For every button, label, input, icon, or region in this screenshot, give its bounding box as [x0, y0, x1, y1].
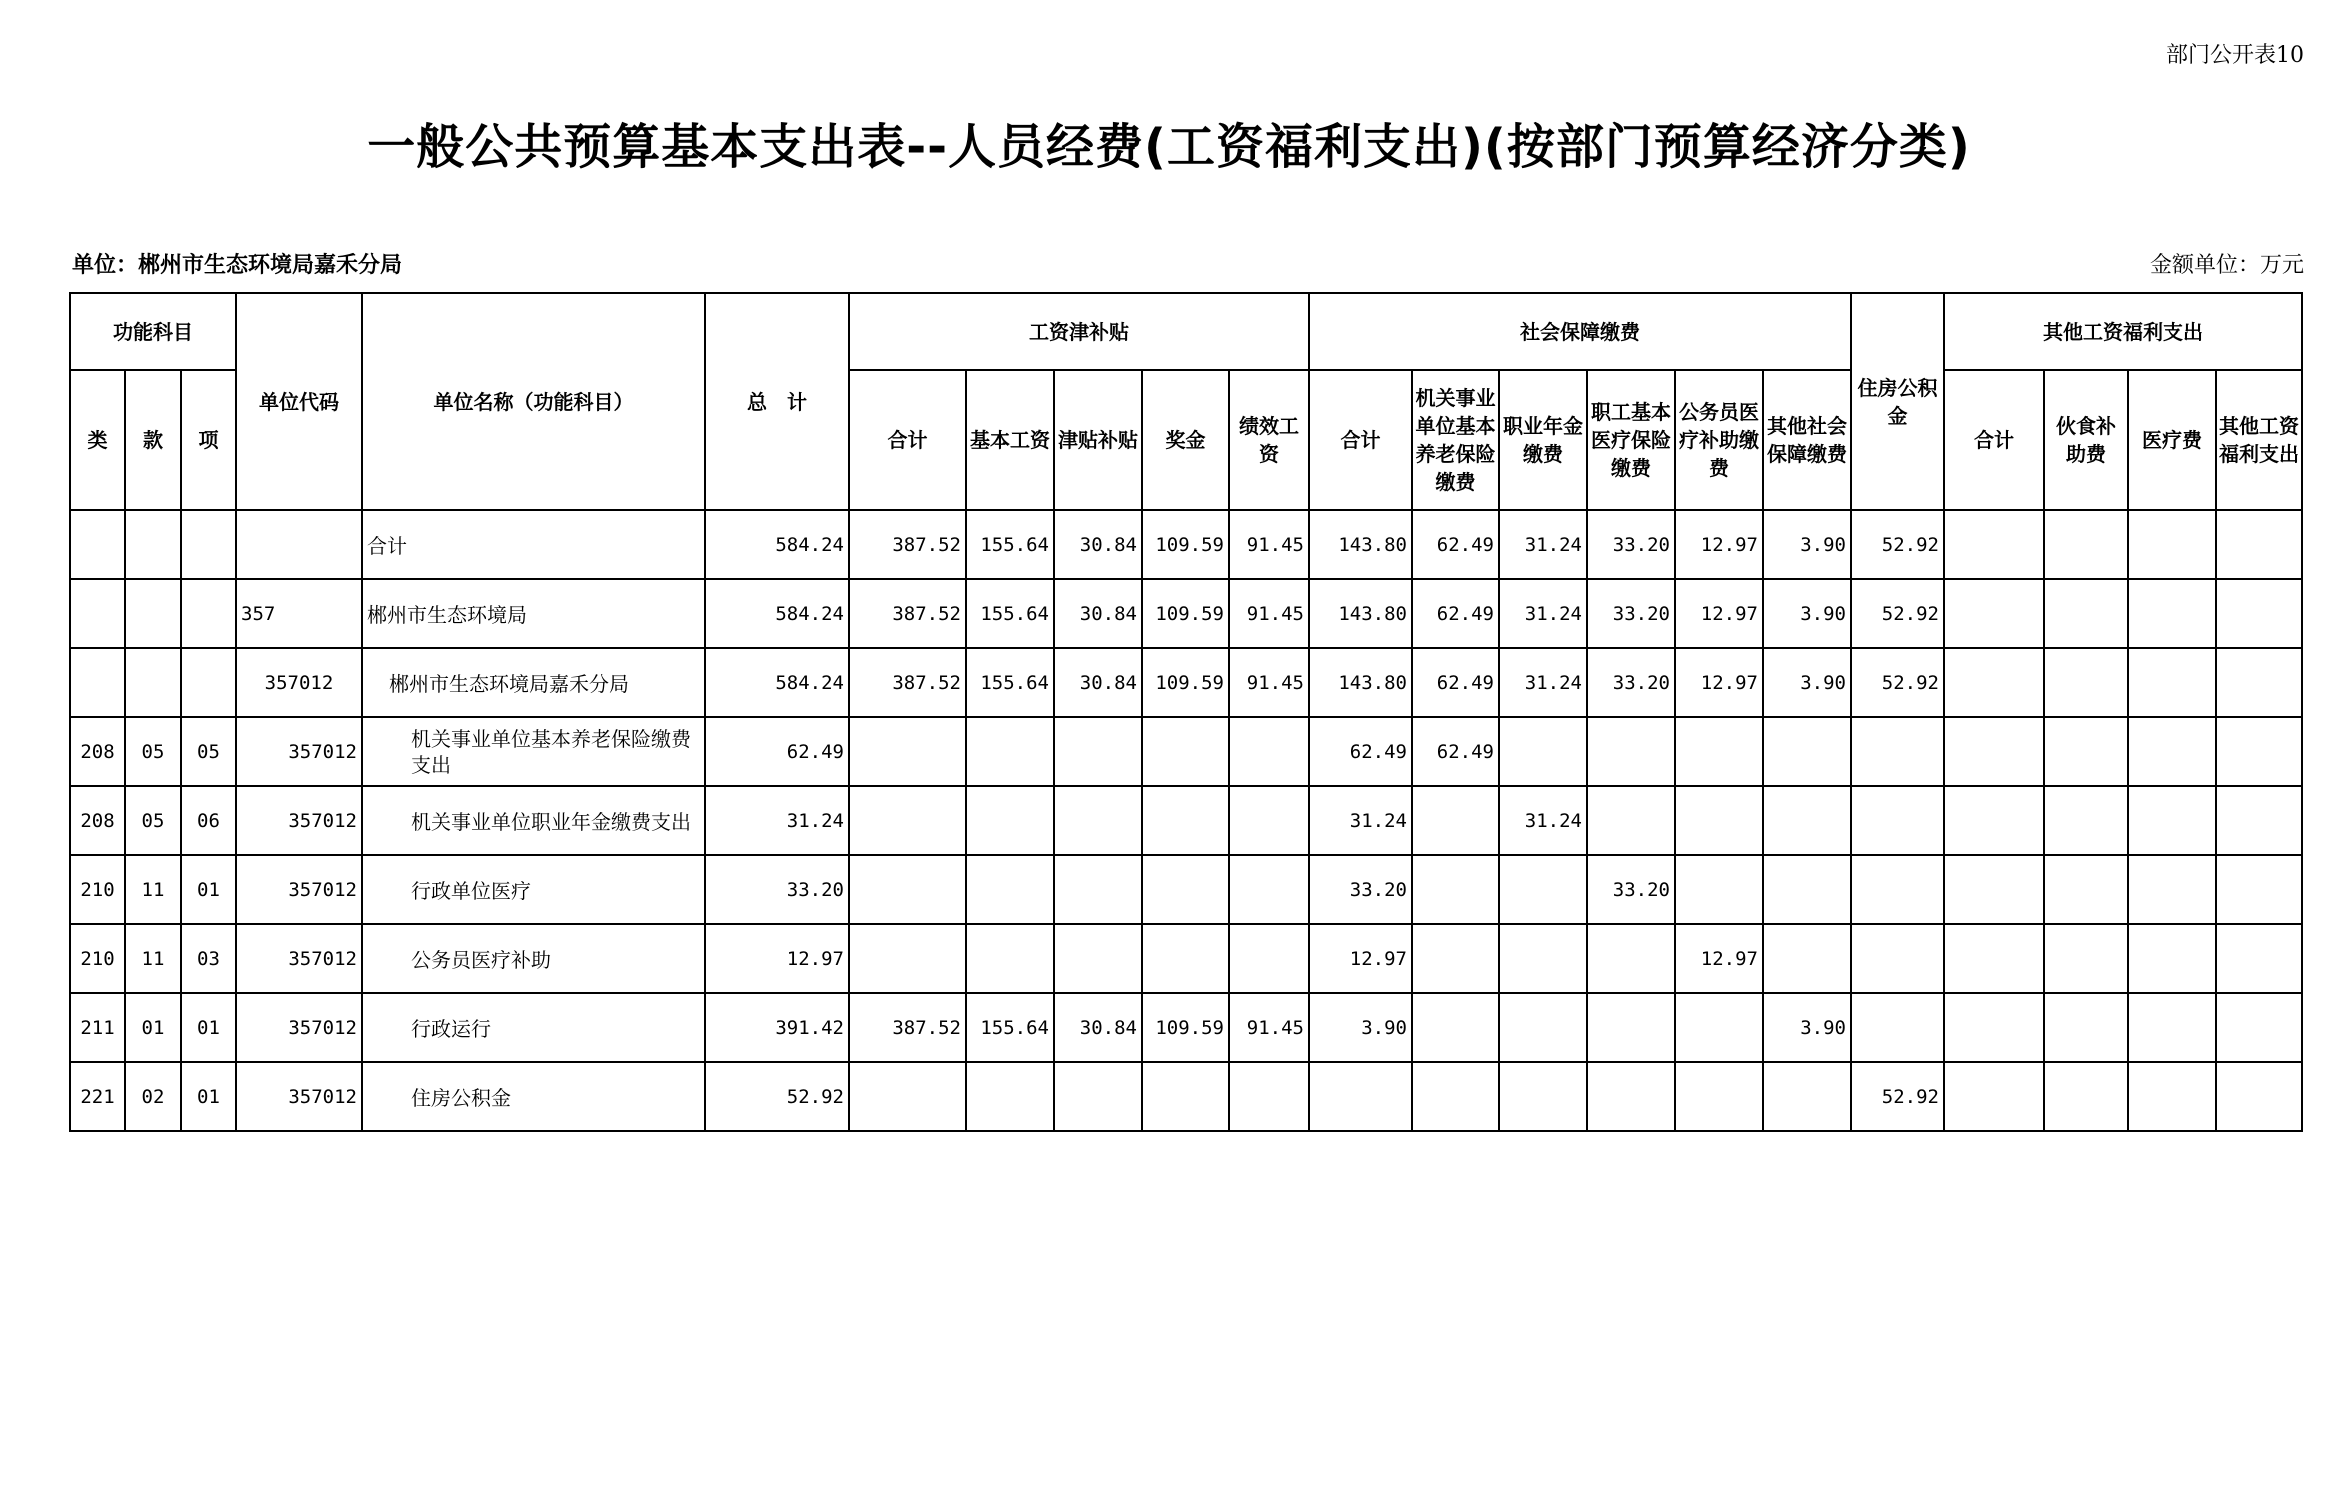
table-number-label: 部门公开表10 — [2166, 43, 2304, 68]
cell-civil-medical: 12.97 — [1675, 579, 1763, 648]
cell-housing-fund — [1851, 786, 1944, 855]
cell-performance: 91.45 — [1229, 993, 1309, 1062]
cell-other-welfare — [2216, 786, 2302, 855]
cell-allowance — [1054, 1062, 1142, 1131]
header-allowance: 津贴补贴 — [1054, 370, 1142, 510]
cell-housing-fund: 52.92 — [1851, 648, 1944, 717]
cell-meal — [2044, 855, 2128, 924]
cell-basic-wage: 155.64 — [966, 648, 1054, 717]
cell-wage-sum — [849, 786, 966, 855]
cell-meal — [2044, 717, 2128, 786]
cell-bonus: 109.59 — [1142, 579, 1229, 648]
cell-unit-name: 行政单位医疗 — [362, 855, 705, 924]
cell-meal — [2044, 510, 2128, 579]
cell-housing-fund — [1851, 924, 1944, 993]
cell-housing-fund: 52.92 — [1851, 510, 1944, 579]
cell-bonus: 109.59 — [1142, 510, 1229, 579]
cell-medical: 33.20 — [1587, 510, 1675, 579]
cell-annuity — [1499, 993, 1587, 1062]
cell-other-social — [1763, 855, 1851, 924]
cell-wage-sum — [849, 1062, 966, 1131]
cell-pension — [1412, 993, 1499, 1062]
cell-other-social: 3.90 — [1763, 510, 1851, 579]
header-wage-sum: 合计 — [849, 370, 966, 510]
cell-unit-name: 住房公积金 — [362, 1062, 705, 1131]
cell-wage-sum: 387.52 — [849, 579, 966, 648]
cell-xiang: 05 — [181, 717, 236, 786]
header-civil-medical: 公务员医疗补助缴费 — [1675, 370, 1763, 510]
header-bonus: 奖金 — [1142, 370, 1229, 510]
cell-other-social — [1763, 1062, 1851, 1131]
cell-medical — [1587, 717, 1675, 786]
cell-unit-code: 357012 — [236, 855, 362, 924]
cell-allowance — [1054, 855, 1142, 924]
cell-pension: 62.49 — [1412, 648, 1499, 717]
cell-other-sum — [1944, 510, 2044, 579]
cell-kuan: 02 — [125, 1062, 181, 1131]
cell-unit-name: 公务员医疗补助 — [362, 924, 705, 993]
cell-total: 62.49 — [705, 717, 849, 786]
cell-medical-fee — [2128, 648, 2216, 717]
cell-other-welfare — [2216, 510, 2302, 579]
header-basic-wage: 基本工资 — [966, 370, 1054, 510]
header-social-sum: 合计 — [1309, 370, 1412, 510]
cell-performance — [1229, 924, 1309, 993]
cell-pension — [1412, 786, 1499, 855]
table-row — [70, 717, 2302, 786]
header-kuan: 款 — [125, 370, 181, 510]
cell-medical-fee — [2128, 510, 2216, 579]
cell-xiang — [181, 510, 236, 579]
cell-social-sum: 143.80 — [1309, 510, 1412, 579]
cell-wage-sum: 387.52 — [849, 993, 966, 1062]
cell-other-sum — [1944, 648, 2044, 717]
cell-basic-wage — [966, 1062, 1054, 1131]
table-row — [70, 855, 2302, 924]
cell-allowance: 30.84 — [1054, 579, 1142, 648]
cell-performance: 91.45 — [1229, 579, 1309, 648]
cell-other-social: 3.90 — [1763, 648, 1851, 717]
cell-allowance — [1054, 717, 1142, 786]
cell-social-sum: 143.80 — [1309, 579, 1412, 648]
cell-social-sum: 31.24 — [1309, 786, 1412, 855]
cell-other-sum — [1944, 1062, 2044, 1131]
header-other-sum: 合计 — [1944, 370, 2044, 510]
cell-lei: 208 — [70, 786, 125, 855]
cell-social-sum: 3.90 — [1309, 993, 1412, 1062]
cell-performance: 91.45 — [1229, 648, 1309, 717]
header-other-welfare: 其他工资福利支出 — [2216, 370, 2302, 510]
expenditure-table — [69, 292, 2303, 1132]
cell-total: 584.24 — [705, 579, 849, 648]
cell-unit-name: 合计 — [362, 510, 705, 579]
cell-meal — [2044, 924, 2128, 993]
cell-meal — [2044, 648, 2128, 717]
cell-social-sum: 143.80 — [1309, 648, 1412, 717]
cell-social-sum — [1309, 1062, 1412, 1131]
header-xiang: 项 — [181, 370, 236, 510]
page-title: 一般公共预算基本支出表--人员经费(工资福利支出)(按部门预算经济分类) — [367, 119, 1971, 175]
cell-wage-sum: 387.52 — [849, 510, 966, 579]
cell-annuity: 31.24 — [1499, 510, 1587, 579]
cell-social-sum: 33.20 — [1309, 855, 1412, 924]
header-pension: 机关事业单位基本养老保险缴费 — [1412, 370, 1499, 510]
table-row — [70, 786, 2302, 855]
cell-lei — [70, 648, 125, 717]
cell-lei: 221 — [70, 1062, 125, 1131]
cell-other-sum — [1944, 717, 2044, 786]
header-other-group: 其他工资福利支出 — [1944, 293, 2302, 370]
cell-other-welfare — [2216, 855, 2302, 924]
cell-kuan — [125, 510, 181, 579]
cell-other-welfare — [2216, 717, 2302, 786]
cell-civil-medical — [1675, 786, 1763, 855]
table-row — [70, 1062, 2302, 1131]
cell-medical — [1587, 924, 1675, 993]
cell-basic-wage — [966, 924, 1054, 993]
cell-unit-code: 357012 — [236, 648, 362, 717]
cell-medical — [1587, 786, 1675, 855]
header-social-group: 社会保障缴费 — [1309, 293, 1851, 370]
cell-other-social — [1763, 924, 1851, 993]
cell-basic-wage — [966, 717, 1054, 786]
cell-pension — [1412, 1062, 1499, 1131]
cell-unit-name: 郴州市生态环境局 — [362, 579, 705, 648]
cell-housing-fund — [1851, 855, 1944, 924]
cell-pension — [1412, 924, 1499, 993]
cell-kuan: 11 — [125, 855, 181, 924]
cell-medical — [1587, 1062, 1675, 1131]
cell-xiang — [181, 579, 236, 648]
cell-civil-medical: 12.97 — [1675, 924, 1763, 993]
cell-social-sum: 62.49 — [1309, 717, 1412, 786]
cell-social-sum: 12.97 — [1309, 924, 1412, 993]
cell-meal — [2044, 786, 2128, 855]
cell-other-social: 3.90 — [1763, 579, 1851, 648]
cell-basic-wage: 155.64 — [966, 510, 1054, 579]
cell-pension: 62.49 — [1412, 717, 1499, 786]
cell-basic-wage — [966, 855, 1054, 924]
cell-unit-code: 357012 — [236, 993, 362, 1062]
header-total: 总 计 — [705, 293, 849, 510]
cell-meal — [2044, 993, 2128, 1062]
cell-wage-sum — [849, 717, 966, 786]
cell-bonus — [1142, 855, 1229, 924]
cell-allowance: 30.84 — [1054, 510, 1142, 579]
cell-medical-fee — [2128, 579, 2216, 648]
cell-annuity — [1499, 855, 1587, 924]
cell-other-welfare — [2216, 1062, 2302, 1131]
cell-other-welfare — [2216, 924, 2302, 993]
header-other-social: 其他社会保障缴费 — [1763, 370, 1851, 510]
cell-bonus: 109.59 — [1142, 648, 1229, 717]
cell-total: 391.42 — [705, 993, 849, 1062]
cell-basic-wage: 155.64 — [966, 993, 1054, 1062]
cell-xiang: 06 — [181, 786, 236, 855]
header-housing-fund: 住房公积金 — [1851, 293, 1944, 510]
cell-unit-code: 357012 — [236, 924, 362, 993]
cell-medical-fee — [2128, 717, 2216, 786]
cell-unit-name: 机关事业单位职业年金缴费支出 — [362, 786, 705, 855]
header-medical: 职工基本医疗保险缴费 — [1587, 370, 1675, 510]
cell-other-sum — [1944, 855, 2044, 924]
cell-annuity — [1499, 1062, 1587, 1131]
cell-bonus: 109.59 — [1142, 993, 1229, 1062]
table-row — [70, 648, 2302, 717]
cell-unit-code: 357 — [236, 579, 362, 648]
cell-medical: 33.20 — [1587, 855, 1675, 924]
cell-kuan: 01 — [125, 993, 181, 1062]
cell-other-sum — [1944, 993, 2044, 1062]
cell-performance: 91.45 — [1229, 510, 1309, 579]
cell-unit-code — [236, 510, 362, 579]
cell-total: 33.20 — [705, 855, 849, 924]
cell-medical-fee — [2128, 924, 2216, 993]
table-row — [70, 510, 2302, 579]
header-annuity: 职业年金缴费 — [1499, 370, 1587, 510]
cell-pension — [1412, 855, 1499, 924]
cell-annuity — [1499, 717, 1587, 786]
cell-medical-fee — [2128, 1062, 2216, 1131]
cell-lei: 210 — [70, 855, 125, 924]
cell-allowance — [1054, 924, 1142, 993]
cell-civil-medical — [1675, 855, 1763, 924]
cell-other-social — [1763, 786, 1851, 855]
cell-other-sum — [1944, 579, 2044, 648]
cell-bonus — [1142, 924, 1229, 993]
cell-performance — [1229, 786, 1309, 855]
cell-xiang: 01 — [181, 993, 236, 1062]
cell-bonus — [1142, 786, 1229, 855]
cell-bonus — [1142, 717, 1229, 786]
cell-other-welfare — [2216, 579, 2302, 648]
cell-housing-fund — [1851, 717, 1944, 786]
cell-xiang: 01 — [181, 855, 236, 924]
cell-lei — [70, 510, 125, 579]
cell-other-social — [1763, 717, 1851, 786]
cell-annuity: 31.24 — [1499, 786, 1587, 855]
cell-unit-name: 机关事业单位基本养老保险缴费支出 — [362, 717, 705, 786]
cell-other-social: 3.90 — [1763, 993, 1851, 1062]
header-performance: 绩效工资 — [1229, 370, 1309, 510]
header-lei: 类 — [70, 370, 125, 510]
cell-total: 584.24 — [705, 648, 849, 717]
cell-lei: 210 — [70, 924, 125, 993]
cell-civil-medical: 12.97 — [1675, 648, 1763, 717]
cell-allowance: 30.84 — [1054, 993, 1142, 1062]
cell-total: 584.24 — [705, 510, 849, 579]
cell-civil-medical: 12.97 — [1675, 510, 1763, 579]
table-row — [70, 579, 2302, 648]
header-medical-fee: 医疗费 — [2128, 370, 2216, 510]
cell-meal — [2044, 579, 2128, 648]
header-unit-name: 单位名称（功能科目） — [362, 293, 705, 510]
cell-wage-sum: 387.52 — [849, 648, 966, 717]
cell-other-sum — [1944, 924, 2044, 993]
cell-total: 52.92 — [705, 1062, 849, 1131]
cell-performance — [1229, 1062, 1309, 1131]
cell-unit-code: 357012 — [236, 1062, 362, 1131]
cell-wage-sum — [849, 924, 966, 993]
cell-lei: 211 — [70, 993, 125, 1062]
header-wage-group: 工资津补贴 — [849, 293, 1309, 370]
cell-performance — [1229, 717, 1309, 786]
cell-annuity: 31.24 — [1499, 579, 1587, 648]
cell-kuan: 11 — [125, 924, 181, 993]
cell-basic-wage: 155.64 — [966, 579, 1054, 648]
cell-kuan — [125, 579, 181, 648]
amount-unit-label: 金额单位：万元 — [2149, 253, 2304, 278]
cell-unit-name: 行政运行 — [362, 993, 705, 1062]
cell-annuity — [1499, 924, 1587, 993]
cell-performance — [1229, 855, 1309, 924]
table-row — [70, 993, 2302, 1062]
unit-label: 单位：郴州市生态环境局嘉禾分局 — [72, 253, 403, 278]
cell-kuan: 05 — [125, 786, 181, 855]
cell-housing-fund: 52.92 — [1851, 579, 1944, 648]
cell-pension: 62.49 — [1412, 510, 1499, 579]
cell-other-sum — [1944, 786, 2044, 855]
cell-xiang: 03 — [181, 924, 236, 993]
cell-medical-fee — [2128, 993, 2216, 1062]
cell-allowance — [1054, 786, 1142, 855]
cell-kuan — [125, 648, 181, 717]
cell-housing-fund: 52.92 — [1851, 1062, 1944, 1131]
cell-annuity: 31.24 — [1499, 648, 1587, 717]
header-meal: 伙食补助费 — [2044, 370, 2128, 510]
cell-other-welfare — [2216, 993, 2302, 1062]
cell-lei — [70, 579, 125, 648]
cell-allowance: 30.84 — [1054, 648, 1142, 717]
cell-meal — [2044, 1062, 2128, 1131]
cell-medical-fee — [2128, 786, 2216, 855]
header-unit-code: 单位代码 — [236, 293, 362, 510]
cell-bonus — [1142, 1062, 1229, 1131]
cell-xiang: 01 — [181, 1062, 236, 1131]
table-row — [70, 924, 2302, 993]
cell-civil-medical — [1675, 993, 1763, 1062]
cell-medical — [1587, 993, 1675, 1062]
cell-xiang — [181, 648, 236, 717]
cell-total: 31.24 — [705, 786, 849, 855]
cell-total: 12.97 — [705, 924, 849, 993]
cell-unit-name: 郴州市生态环境局嘉禾分局 — [362, 648, 705, 717]
cell-medical: 33.20 — [1587, 648, 1675, 717]
cell-basic-wage — [966, 786, 1054, 855]
cell-unit-code: 357012 — [236, 717, 362, 786]
cell-medical-fee — [2128, 855, 2216, 924]
cell-housing-fund — [1851, 993, 1944, 1062]
cell-civil-medical — [1675, 1062, 1763, 1131]
cell-lei: 208 — [70, 717, 125, 786]
cell-pension: 62.49 — [1412, 579, 1499, 648]
cell-kuan: 05 — [125, 717, 181, 786]
cell-civil-medical — [1675, 717, 1763, 786]
header-func-subject: 功能科目 — [70, 293, 236, 370]
cell-unit-code: 357012 — [236, 786, 362, 855]
cell-medical: 33.20 — [1587, 579, 1675, 648]
cell-wage-sum — [849, 855, 966, 924]
cell-other-welfare — [2216, 648, 2302, 717]
